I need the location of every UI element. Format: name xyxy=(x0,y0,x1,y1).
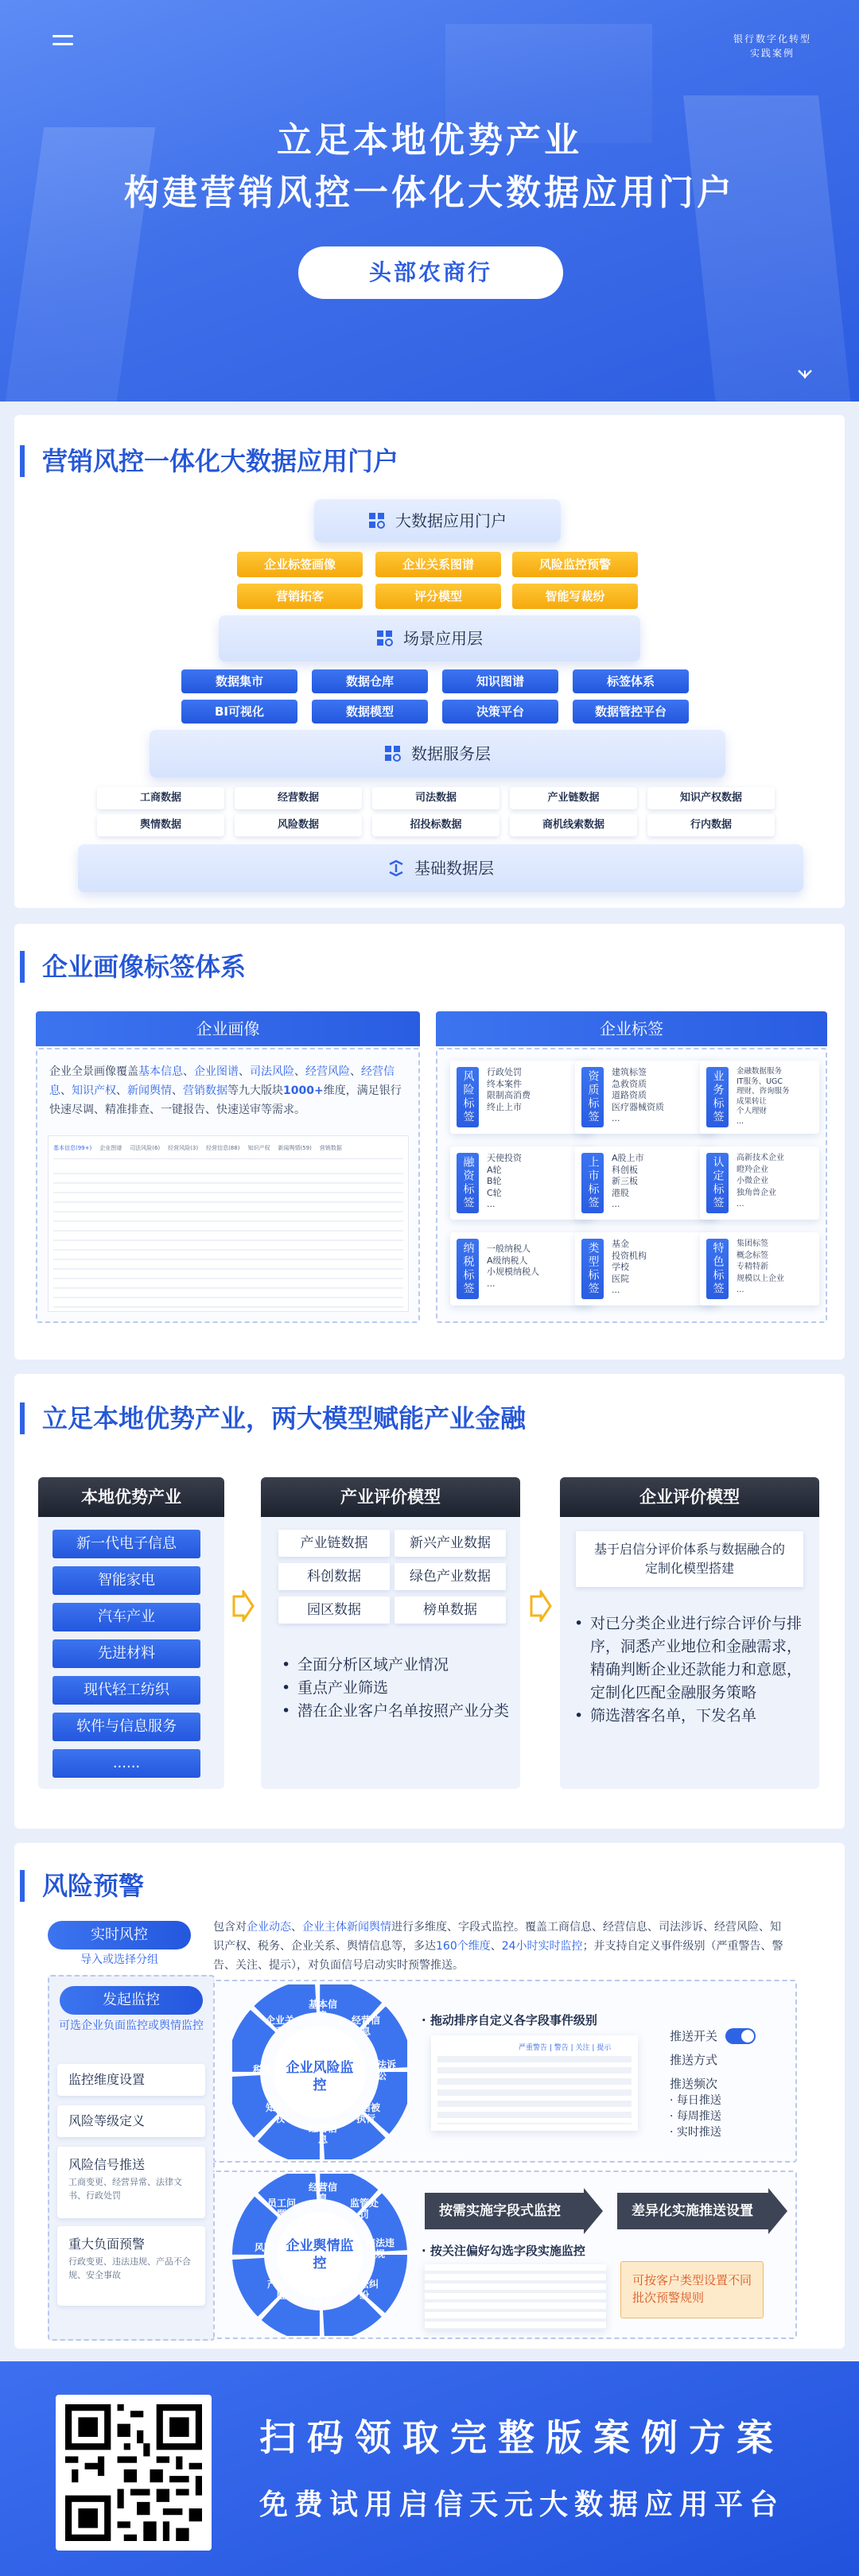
tag-section-title: 企业画像标签体系 xyxy=(20,951,246,983)
push-freq-list: · 每日推送 · 每周推送 · 实时推送 xyxy=(670,2094,721,2139)
rule-note: 可按客户类型设置不同批次预警规则 xyxy=(620,2261,764,2318)
grid-search-icon xyxy=(368,512,386,530)
qr-code-icon xyxy=(65,2404,202,2541)
ring-segment-label: 产品风险 xyxy=(266,2279,296,2301)
risk-signal-item[interactable]: 风险信号推送 工商变更、经营异常、法律文书、行政处罚 xyxy=(57,2147,205,2218)
ring-segment-label: 经营信息 xyxy=(351,2015,380,2037)
data-source-item: 工商数据 xyxy=(97,787,224,809)
tag-card: 类型标签 基金 投资机构 学校 医院 ... xyxy=(575,1232,718,1305)
opinion-ring-center: 企业舆情监控 xyxy=(286,2238,354,2271)
ring-segment-label: 司法诉讼 xyxy=(367,2059,396,2081)
industry-item: 先进材料 xyxy=(52,1639,200,1668)
industry-model-bullets: • 全面分析区域产业情况 • 重点产业筛选 • 潜在企业客户名单按照产业分类 xyxy=(278,1654,509,1723)
tag-card: 认定标签 高新技术企业 瞪羚企业 小微企业 独角兽企业 ... xyxy=(700,1146,819,1220)
bank-pill: 头部农商行 xyxy=(298,246,563,299)
monitor-sub: 可选企业负面监控或舆情监控 xyxy=(59,2019,204,2032)
blue-item: BI可视化 xyxy=(181,700,297,724)
push-method-label: 推送方式 xyxy=(670,2053,718,2067)
yellow-item: 企业关系图谱 xyxy=(375,552,501,577)
grid-search-icon xyxy=(384,745,402,762)
risk-desc: 包含对企业动态、企业主体新闻舆情进行多维度、字段式监控。覆盖工商信息、经营信息、司法涉诉、经营风险、知识产权、税务、企业关系、舆情信息等，多达160个维度、24小时实时监控；并支持自定义事件级别（严重警告、警告、关注、提示），对负面信号启动实时预警推送。 xyxy=(213,1921,783,1972)
ring-segment-label: 经营信息 xyxy=(308,2182,337,2204)
industry-item: 智能家电 xyxy=(52,1566,200,1595)
ring-segment-label: 风险 xyxy=(254,2242,274,2253)
risk-section-title: 风险预警 xyxy=(20,1870,144,1902)
drag-sort-label: · 拖动排序自定义各字段事件级别 xyxy=(422,2013,597,2027)
portrait-screenshot xyxy=(48,1135,409,1312)
model-data-item: 绿色产业数据 xyxy=(395,1563,506,1590)
model-data-item: 科创数据 xyxy=(278,1563,390,1590)
push-setting-arrow: 差异化实施推送设置 xyxy=(617,2193,768,2229)
realtime-sub: 导入或选择分组 xyxy=(80,1953,158,1966)
start-monitor-button[interactable]: 发起监控 xyxy=(60,1986,203,2015)
ring-segment-label: 违法违规 xyxy=(365,2237,395,2260)
blue-item: 知识图谱 xyxy=(442,669,558,693)
layer-service: 数据服务层 xyxy=(150,730,725,778)
push-toggle[interactable] xyxy=(725,2028,756,2044)
ring-segment-label: 诉讼纠纷 xyxy=(349,2279,379,2301)
data-source-item: 经营数据 xyxy=(235,787,362,809)
data-source-item: 招投标数据 xyxy=(372,814,499,836)
data-source-item: 舆情数据 xyxy=(97,814,224,836)
local-industry-header: 本地优势产业 xyxy=(38,1477,224,1517)
arrow-right-icon xyxy=(528,1590,552,1622)
tags-header: 企业标签 xyxy=(436,1011,827,1046)
model-data-item: 园区数据 xyxy=(278,1596,390,1624)
data-source-item: 产业链数据 xyxy=(510,787,637,809)
menu-icon[interactable] xyxy=(52,35,73,37)
tag-card: 资质标签 建筑标签 急救资质 道路资质 医疗器械资质 ... xyxy=(575,1061,718,1134)
blue-item: 标签体系 xyxy=(573,669,689,693)
tag-card: 纳税标签 一般纳税人 A级纳税人 小规模纳税人 ... xyxy=(450,1232,593,1305)
footer-banner xyxy=(0,2361,859,2576)
push-freq-label: 推送频次 xyxy=(670,2077,718,2091)
blue-item: 数据模型 xyxy=(312,700,428,724)
blue-item: 数据管控平台 xyxy=(573,700,689,724)
blue-item: 数据仓库 xyxy=(312,669,428,693)
hero-title-line2: 构建营销风控一体化大数据应用门户 xyxy=(124,173,735,213)
major-negative-item[interactable]: 重大负面预警 行政变更、违法违规、产品不合规、安全事故 xyxy=(57,2226,205,2306)
model-data-item: 新兴产业数据 xyxy=(395,1530,506,1557)
data-source-item: 司法数据 xyxy=(372,787,499,809)
yellow-item: 风险监控预警 xyxy=(512,552,638,577)
bias-label: · 按关注偏好勾选字段实施监控 xyxy=(422,2244,585,2258)
risk-dimension-item[interactable]: 监控维度设置 xyxy=(57,2064,205,2096)
tag-card: 风险标签 行政处罚 终本案件 限制高消费 终止上市 xyxy=(450,1061,593,1134)
qr-code[interactable] xyxy=(56,2395,212,2551)
industry-model-header: 产业评价模型 xyxy=(261,1477,520,1517)
hero-banner xyxy=(0,0,859,402)
layer-scene: 场景应用层 xyxy=(219,615,640,661)
industry-item: 软件与信息服务 xyxy=(52,1713,200,1741)
risk-level-item[interactable]: 风险等级定义 xyxy=(57,2105,205,2137)
industry-item: 现代轻工纺织 xyxy=(52,1676,200,1705)
level-table: 严重警告 | 警告 | 关注 | 提示 xyxy=(431,2035,638,2131)
link-icon xyxy=(387,859,405,877)
ring-segment-label: 税务 xyxy=(252,2064,272,2075)
ring-segment-label: 员工问题 xyxy=(266,2198,296,2220)
industry-model-panel xyxy=(261,1517,520,1789)
industry-item: 新一代电子信息 xyxy=(52,1530,200,1558)
ring-segment-label: 企业关系 xyxy=(265,2015,294,2037)
hero-title-line1: 立足本地优势产业 xyxy=(277,120,582,161)
layer-portal: 大数据应用门户 xyxy=(314,499,561,542)
enterprise-model-panel xyxy=(560,1517,819,1789)
portal-section-title: 营销风控一体化大数据应用门户 xyxy=(20,445,398,477)
ring-segment-label: 经营信息 xyxy=(308,2123,337,2145)
footer-line2: 免费试用启信天元大数据应用平台 xyxy=(259,2489,785,2521)
tag-card: 融资标签 天使投资 A轮 B轮 C轮 ... xyxy=(450,1146,593,1220)
enterprise-model-box: 基于启信分评价体系与数据融合的定制化模型搭建 xyxy=(576,1531,803,1587)
field-monitor-arrow: 按需实施字段式监控 xyxy=(425,2193,584,2229)
tag-card: 上市标签 A股上市 科创板 新三板 港股 ... xyxy=(575,1146,718,1220)
blue-item: 决策平台 xyxy=(442,700,558,724)
enterprise-model-bullets: • 对已分类企业进行综合评价与排序，洞悉产业地位和金融需求，精确判断企业还款能力和意愿，定制化匹配金融服务策略 • 筛选潜客名单，下发名单 xyxy=(571,1612,810,1728)
realtime-risk-button[interactable]: 实时风控 xyxy=(48,1921,191,1949)
chevron-down-icon[interactable] xyxy=(795,367,814,383)
model-data-item: 产业链数据 xyxy=(278,1530,390,1557)
portrait-header: 企业画像 xyxy=(36,1011,420,1046)
bias-table xyxy=(425,2264,606,2330)
screenshot-tabs: 基本信息(99+) 企业图谱 司法风险(6) 经营风险(3) 经营信息(88) 知识产权 新闻舆情(59) 营销数据 xyxy=(53,1145,342,1151)
data-source-item: 知识产权数据 xyxy=(647,787,775,809)
ring-segment-label: 失信被执行 xyxy=(351,2102,380,2124)
ring-segment-label: 基本信息 xyxy=(308,1999,337,2021)
local-industry-panel xyxy=(38,1517,224,1789)
tag-card: 特色标签 集团标签 概念标签 专精特新 规模以上企业 ... xyxy=(700,1232,819,1305)
footer-line1: 扫码领取完整版案例方案 xyxy=(259,2416,784,2459)
data-source-item: 商机线索数据 xyxy=(510,814,637,836)
blue-item: 数据集市 xyxy=(181,669,297,693)
arrow-right-icon xyxy=(231,1590,255,1622)
risk-ring-center: 企业风险监控 xyxy=(286,2060,354,2093)
layer-base: 基础数据层 xyxy=(78,844,803,892)
ring-segment-label: 异常 xyxy=(313,2298,332,2309)
yellow-item: 评分模型 xyxy=(375,584,501,609)
yellow-item: 企业标签画像 xyxy=(237,552,363,577)
industry-item: ...... xyxy=(52,1749,200,1778)
industry-item: 汽车产业 xyxy=(52,1603,200,1631)
model-data-item: 榜单数据 xyxy=(395,1596,506,1624)
data-source-item: 行内数据 xyxy=(647,814,775,836)
grid-search-icon xyxy=(376,630,394,647)
enterprise-model-header: 企业评价模型 xyxy=(560,1477,819,1517)
ring-segment-label: 监管处罚 xyxy=(349,2198,379,2220)
industry-section-title: 立足本地优势产业，两大模型赋能产业金融 xyxy=(20,1402,526,1434)
brand-label: 银行数字化转型 实践案例 xyxy=(733,33,811,59)
yellow-item: 智能写裁纷 xyxy=(512,584,638,609)
screenshot-rows xyxy=(53,1165,403,1308)
portrait-desc: 企业全景画像覆盖基本信息、企业图谱、司法风险、经营风险、经营信息、知识产权、新闻舆情、营销数据等九大版块1000+维度，满足银行快速尽调、精准排查、一键报告、快速送审等需求。 xyxy=(49,1065,402,1116)
push-switch-label: 推送开关 xyxy=(670,2029,718,2043)
tag-card: 业务标签 金融数据服务 IT服务、UGC 理财、咨询服务 成果转让 个人理财 ... xyxy=(700,1061,819,1134)
ring-segment-label: 知识产权 xyxy=(265,2102,294,2124)
data-source-item: 风险数据 xyxy=(235,814,362,836)
yellow-item: 营销拓客 xyxy=(237,584,363,609)
